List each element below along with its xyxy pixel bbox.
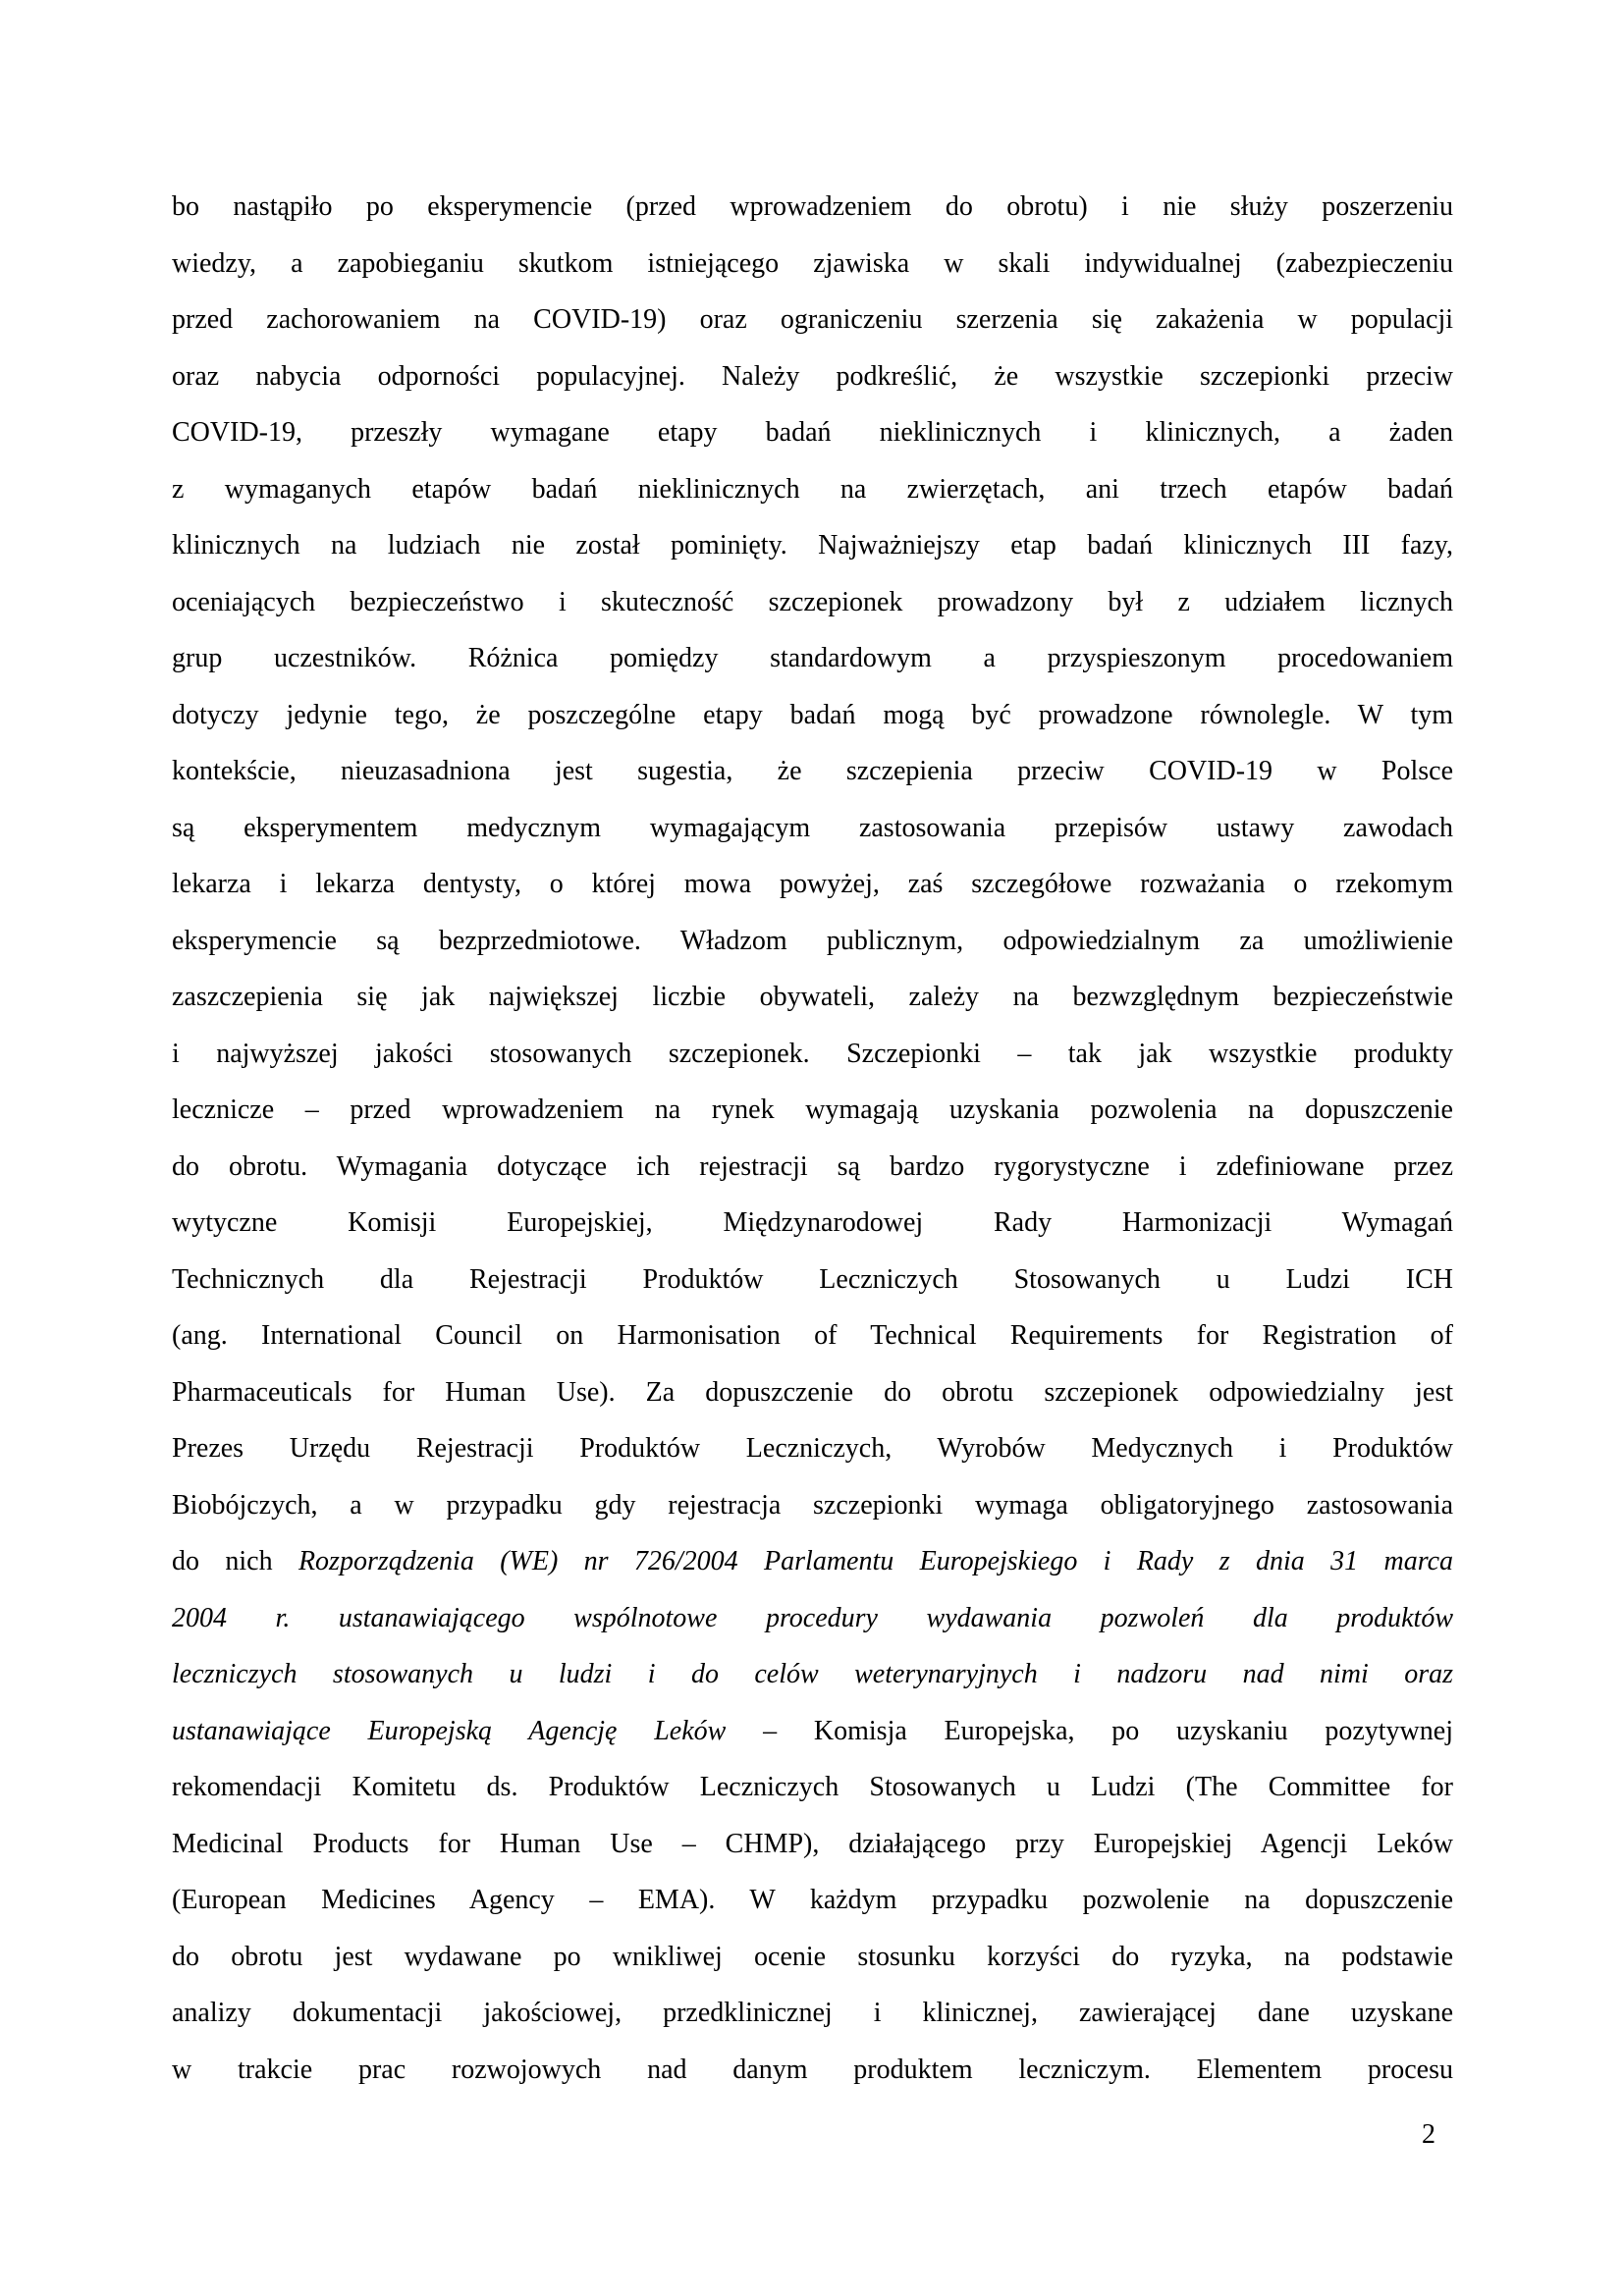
text-segment: rekomendacji Komitetu ds. Produktów Leczniczych Stosowanych u Ludzi (The Committee for xyxy=(172,1772,1453,1802)
text-line xyxy=(172,574,1453,631)
text-line xyxy=(172,630,1453,687)
text-line xyxy=(172,1026,1453,1083)
text-segment: i najwyższej jakości stosowanych szczepionek. Szczepionki – tak jak wszystkie produkty xyxy=(172,1038,1453,1069)
text-line xyxy=(172,404,1453,461)
text-line xyxy=(172,913,1453,970)
text-segment: są eksperymentem medycznym wymagającym zastosowania przepisów ustawy zawodach xyxy=(172,812,1453,843)
text-segment: w trakcie prac rozwojowych nad danym produktem leczniczym. Elementem procesu xyxy=(172,2054,1453,2085)
text-segment: oceniających bezpieczeństwo i skuteczność szczepionek prowadzony był z udziałem licznych xyxy=(172,586,1453,617)
text-line xyxy=(172,461,1453,518)
text-line xyxy=(172,1139,1453,1196)
text-line xyxy=(172,969,1453,1026)
text-segment: (European Medicines Agency – EMA). W każdym przypadku pozwolenie na dopuszczenie xyxy=(172,1885,1453,1915)
text-segment: do nich xyxy=(172,1546,298,1576)
text-segment: lecznicze – przed wprowadzeniem na rynek wymagają uzyskania pozwolenia na dopuszczenie xyxy=(172,1095,1453,1125)
text-line xyxy=(172,856,1453,913)
text-line xyxy=(172,1759,1453,1816)
text-line xyxy=(172,1703,1453,1760)
text-line xyxy=(172,1929,1453,1986)
text-segment: eksperymencie są bezprzedmiotowe. Władzom publicznym, odpowiedzialnym za umożliwienie xyxy=(172,925,1453,956)
text-line xyxy=(172,1252,1453,1308)
text-segment: dotyczy jedynie tego, że poszczególne etapy badań mogą być prowadzone równolegle. W tym xyxy=(172,699,1453,730)
text-segment: grup uczestników. Różnica pomiędzy standardowym a przyspieszonym procedowaniem xyxy=(172,643,1453,673)
text-segment: Biobójczych, a w przypadku gdy rejestracja szczepionki wymaga obligatoryjnego zastosowania xyxy=(172,1489,1453,1521)
text-segment: (ang. International Council on Harmonisation of Technical Requirements for Registration of xyxy=(172,1320,1453,1351)
text-line xyxy=(172,1872,1453,1929)
text-line xyxy=(172,1082,1453,1139)
text-segment: zaszczepienia się jak największej liczbie obywateli, zależy na bezwzględnym bezpieczeństwie xyxy=(172,982,1453,1012)
text-segment: Pharmaceuticals for Human Use). Za dopuszczenie do obrotu szczepionek odpowiedzialny jest xyxy=(172,1376,1453,1408)
text-line xyxy=(172,1646,1453,1703)
text-line xyxy=(172,1533,1453,1590)
text-line xyxy=(172,1477,1453,1534)
text-line xyxy=(172,1985,1453,2042)
text-segment: lekarza i lekarza dentysty, o której mowa powyżej, zaś szczegółowe rozważania o rzekomym xyxy=(172,869,1453,899)
text-line xyxy=(172,743,1453,800)
text-segment: kontekście, nieuzasadniona jest sugestia, że szczepienia przeciw COVID-19 w Polsce xyxy=(172,756,1453,786)
text-line xyxy=(172,236,1453,293)
text-line xyxy=(172,1308,1453,1364)
document-body xyxy=(172,179,1453,2098)
text-line xyxy=(172,179,1453,236)
text-segment: bo nastąpiło po eksperymencie (przed wprowadzeniem do obrotu) i nie służy poszerzeniu xyxy=(172,191,1453,222)
text-line xyxy=(172,1420,1453,1477)
text-segment: COVID-19, przeszły wymagane etapy badań nieklinicznych i klinicznych, a żaden xyxy=(172,417,1453,448)
text-segment: – Komisja Europejska, po uzyskaniu pozytywnej xyxy=(726,1715,1453,1746)
text-line xyxy=(172,348,1453,405)
italic-text-segment: leczniczych stosowanych u ludzi i do celów weterynaryjnych i nadzoru nad nimi oraz xyxy=(172,1659,1453,1689)
text-line xyxy=(172,687,1453,744)
text-segment: klinicznych na ludziach nie został pominięty. Najważniejszy etap badań klinicznych III fazy, xyxy=(172,530,1453,561)
text-line xyxy=(172,1590,1453,1647)
text-line xyxy=(172,800,1453,857)
text-line xyxy=(172,292,1453,348)
text-segment: Prezes Urzędu Rejestracji Produktów Leczniczych, Wyrobów Medycznych i Produktów xyxy=(172,1433,1453,1464)
text-line xyxy=(172,1816,1453,1873)
text-segment: Technicznych dla Rejestracji Produktów Leczniczych Stosowanych u Ludzi ICH xyxy=(172,1263,1453,1295)
text-segment: wytyczne Komisji Europejskiej, Międzynarodowej Rady Harmonizacji Wymagań xyxy=(172,1207,1453,1238)
italic-text-segment: ustanawiające Europejską Agencję Leków xyxy=(172,1715,727,1746)
text-segment: z wymaganych etapów badań nieklinicznych na zwierzętach, ani trzech etapów badań xyxy=(172,473,1453,505)
text-segment: do obrotu jest wydawane po wnikliwej ocenie stosunku korzyści do ryzyka, na podstawie xyxy=(172,1941,1453,1972)
italic-text-segment: 2004 r. ustanawiającego wspólnotowe procedury wydawania pozwoleń dla produktów xyxy=(172,1602,1453,1633)
text-segment: analizy dokumentacji jakościowej, przedklinicznej i klinicznej, zawierającej dane uzyskane xyxy=(172,1998,1453,2028)
text-segment: przed zachorowaniem na COVID-19) oraz ograniczeniu szerzenia się zakażenia w populacji xyxy=(172,304,1453,335)
text-segment: wiedzy, a zapobieganiu skutkom istniejącego zjawiska w skali indywidualnej (zabezpieczeniu xyxy=(172,247,1453,279)
text-line xyxy=(172,2042,1453,2099)
page-number: 2 xyxy=(1422,2119,1435,2150)
text-line xyxy=(172,517,1453,574)
text-segment: Medicinal Products for Human Use – CHMP), działającego przy Europejskiej Agencji Leków xyxy=(172,1828,1453,1859)
text-segment: oraz nabycia odporności populacyjnej. Należy podkreślić, że wszystkie szczepionki przeciw xyxy=(172,360,1453,392)
italic-text-segment: Rozporządzenia (WE) nr 726/2004 Parlamentu Europejskiego i Rady z dnia 31 marca xyxy=(298,1546,1453,1576)
text-line xyxy=(172,1364,1453,1421)
text-line xyxy=(172,1195,1453,1252)
text-segment: do obrotu. Wymagania dotyczące ich rejestracji są bardzo rygorystyczne i zdefiniowane przez xyxy=(172,1150,1453,1182)
